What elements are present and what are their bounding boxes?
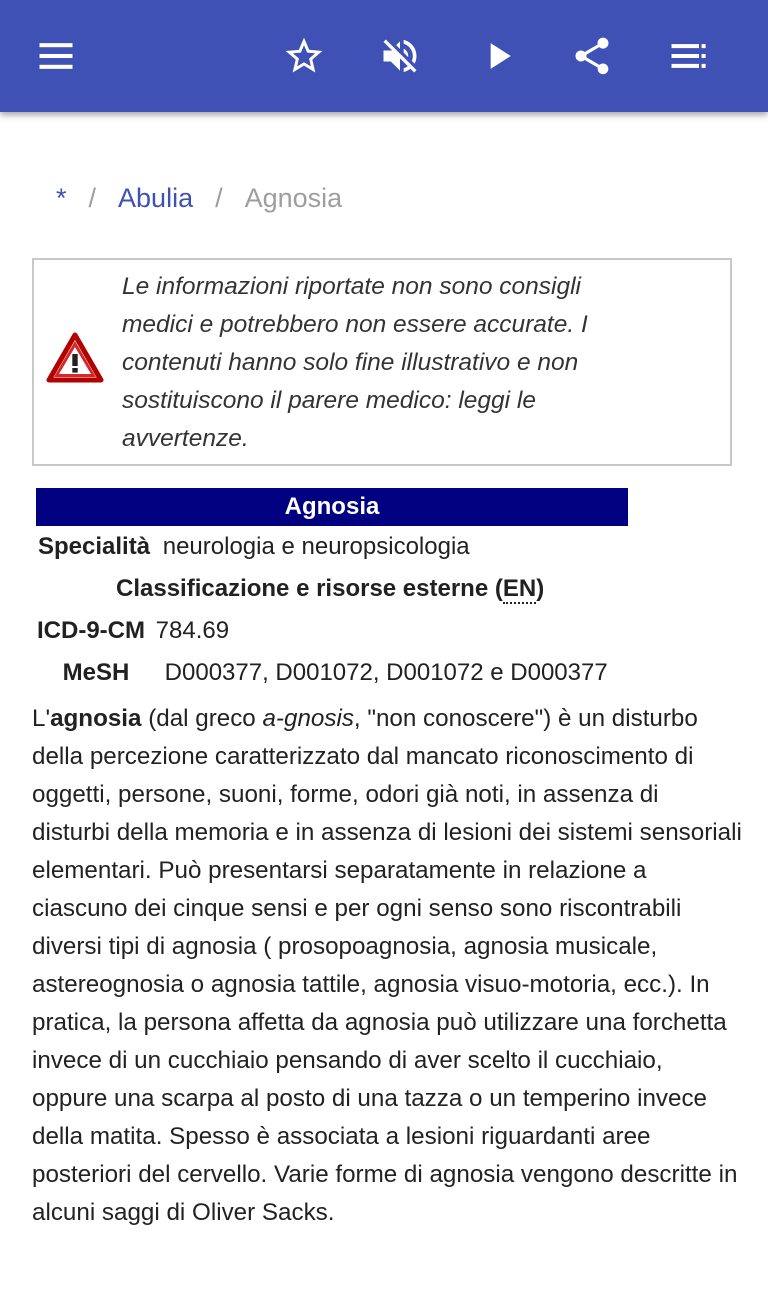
intro-term: agnosia bbox=[50, 705, 142, 732]
disclaimer-line: medici e potrebbero non essere accurate. I bbox=[122, 311, 588, 338]
medical-disclaimer bbox=[32, 258, 732, 466]
infobox-row-specialty bbox=[36, 533, 470, 561]
mute-button[interactable] bbox=[376, 32, 424, 80]
intro-mid: (dal greco bbox=[141, 705, 263, 732]
app-bar bbox=[0, 0, 768, 112]
specialty-label: Specialità bbox=[38, 533, 151, 560]
intro-prefix: L' bbox=[32, 705, 51, 732]
infobox-classification-heading bbox=[116, 575, 544, 603]
play-button[interactable] bbox=[474, 32, 522, 80]
breadcrumb-separator: / bbox=[88, 182, 97, 213]
next-section-heading-partial bbox=[32, 1262, 732, 1292]
classification-heading-close: ) bbox=[536, 575, 545, 602]
favorite-button[interactable] bbox=[280, 32, 328, 80]
icd-label[interactable]: ICD-9-CM bbox=[37, 617, 145, 644]
disclaimer-line: sostituiscono il parere medico: leggi le bbox=[122, 387, 536, 414]
star-icon bbox=[282, 34, 326, 78]
intro-rest: , "non conoscere") è un disturbo della percezione caratterizzato dal mancato riconoscimento di oggetti, persone, suoni, forme, odori già noti, in assenza di disturbi della memoria e in assenza di lesioni dei sistemi sensoriali elementari. Può presentarsi separatamente in relazione a ciascuno dei cinque sensi e per ogni senso sono riscontrabili diversi tipi di agnosia ( prosopoagnosia, agnosia musicale, astereognosia o agnosia tattile, agnosia visuo-motoria, ecc.). In pratica, la persona affetta da agnosia può utilizzare una forchetta invece di un cucchiaio pensando di aver scelto il cucchiaio, oppure una scarpa al posto di una tazza o un temperino invece della matita. Spesso è associata a lesioni riguardanti aree posteriori del cervello. Varie forme di agnosia vengono descritte in alcuni saggi di Oliver Sacks. bbox=[32, 705, 742, 1226]
mesh-value[interactable]: D000377, D001072, D001072 e D000377 bbox=[164, 659, 608, 686]
breadcrumb-current: Agnosia bbox=[244, 182, 343, 213]
breadcrumb-parent-link[interactable]: Abulia bbox=[118, 182, 194, 213]
disclaimer-line: Le informazioni riportate non sono consigli bbox=[122, 273, 581, 300]
disclaimer-text bbox=[122, 268, 662, 458]
play-icon bbox=[476, 34, 520, 78]
intro-etymology: a-gnosis bbox=[262, 705, 354, 732]
volume-off-icon bbox=[378, 34, 422, 78]
breadcrumb-root-link[interactable]: * bbox=[56, 182, 67, 213]
classification-language-abbr: EN bbox=[502, 575, 537, 602]
specialty-value[interactable]: neurologia e neuropsicologia bbox=[162, 533, 470, 560]
menu-icon bbox=[34, 34, 78, 78]
disclaimer-line: contenuti hanno solo fine illustrativo e non bbox=[122, 349, 579, 376]
classification-heading: Classificazione e risorse esterne ( bbox=[116, 575, 503, 602]
warning-icon bbox=[46, 332, 104, 384]
share-icon bbox=[570, 34, 614, 78]
icd-value[interactable]: 784.69 bbox=[155, 617, 230, 644]
menu-button[interactable] bbox=[32, 32, 80, 80]
infobox-row-mesh bbox=[36, 659, 608, 687]
infobox bbox=[36, 488, 676, 686]
disclaimer-line: avvertenze. bbox=[122, 425, 249, 452]
article-intro-paragraph bbox=[32, 700, 742, 1232]
infobox-row-icd bbox=[36, 617, 229, 645]
mesh-label[interactable]: MeSH bbox=[62, 659, 130, 686]
share-button[interactable] bbox=[568, 32, 616, 80]
table-of-contents-button[interactable] bbox=[664, 32, 712, 80]
breadcrumb-separator: / bbox=[215, 182, 223, 213]
infobox-title: Agnosia bbox=[36, 488, 628, 526]
playlist-icon bbox=[666, 34, 710, 78]
breadcrumb bbox=[56, 178, 342, 218]
